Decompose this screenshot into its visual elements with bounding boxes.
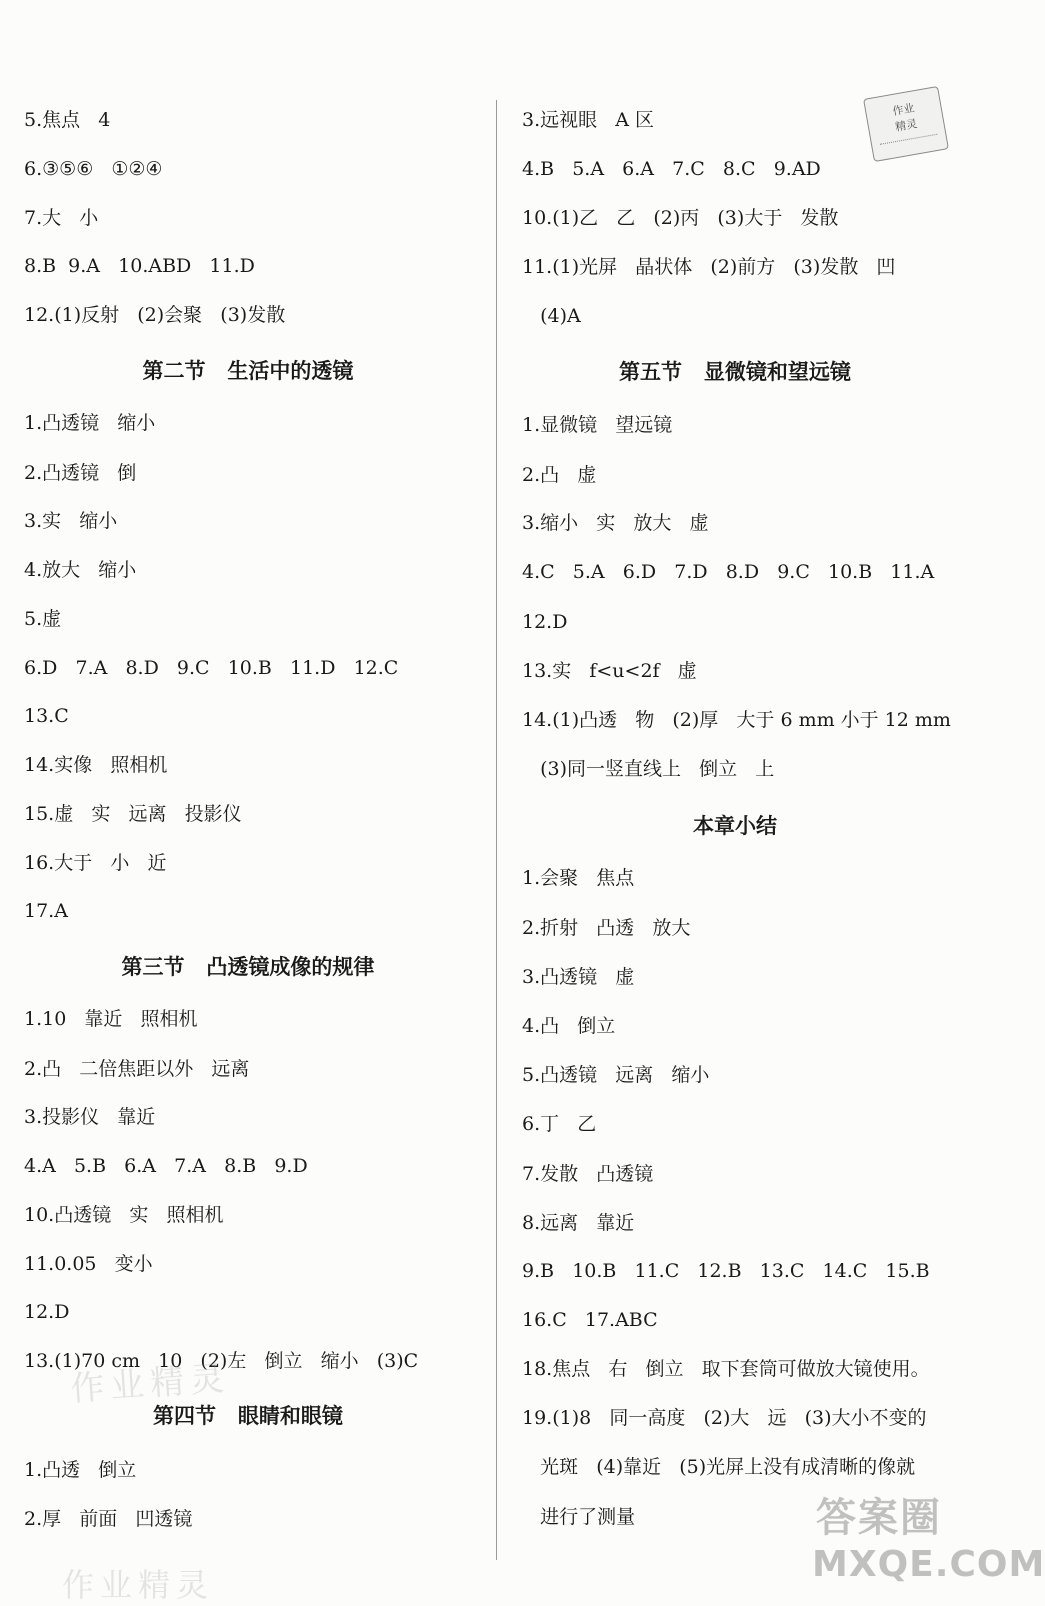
answer-line: 2.厚 前面 凹透镜: [24, 1508, 193, 1530]
watermark-bottom: 作业精灵: [62, 1566, 215, 1604]
answer-line: 4.C 5.A 6.D 7.D 8.D 9.C 10.B 11.A: [522, 561, 935, 583]
answer-line: 3.远视眼 A 区: [522, 109, 655, 131]
answer-line: 14.(1)凸透 物 (2)厚 大于 6 mm 小于 12 mm: [522, 709, 951, 731]
stamp-text-2: 精灵: [894, 117, 919, 134]
answer-line: 14.实像 照相机: [24, 754, 168, 776]
answer-line: 1.显微镜 望远镜: [522, 414, 673, 436]
answer-line: 15.虚 实 远离 投影仪: [24, 803, 242, 825]
answer-line: 10.(1)乙 乙 (2)丙 (3)大于 发散: [522, 207, 839, 229]
answer-line: 1.会聚 焦点: [522, 867, 635, 889]
answer-line: 2.凸 虚: [522, 464, 597, 486]
answer-line: 5.凸透镜 远离 缩小: [522, 1064, 710, 1086]
answer-line: 8.B 9.A 10.ABD 11.D: [24, 255, 255, 277]
answer-line: (4)A: [522, 305, 581, 327]
answer-line: 6.丁 乙: [522, 1113, 597, 1135]
stamp-logo: [863, 86, 949, 162]
answer-line: 11.0.05 变小: [24, 1253, 153, 1275]
answer-line: 1.凸透 倒立: [24, 1459, 137, 1481]
answer-line: 3.实 缩小: [24, 510, 118, 532]
section-heading: 第四节 眼睛和眼镜: [153, 1404, 343, 1428]
section-heading: 第二节 生活中的透镜: [142, 359, 354, 383]
answer-line: 5.焦点 4: [24, 109, 111, 131]
answer-line: 12.D: [24, 1301, 70, 1323]
answer-line: 6.③⑤⑥ ①②④: [24, 158, 163, 180]
answer-line: 2.凸透镜 倒: [24, 462, 137, 484]
answer-line: 8.远离 靠近: [522, 1212, 635, 1234]
section-heading: 本章小结: [693, 814, 777, 838]
answer-line: 6.D 7.A 8.D 9.C 10.B 11.D 12.C: [24, 657, 399, 679]
answer-line: 13.(1)70 cm 10 (2)左 倒立 缩小 (3)C: [24, 1350, 419, 1372]
answer-line: 12.(1)反射 (2)会聚 (3)发散: [24, 304, 286, 326]
answer-line: 11.(1)光屏 晶状体 (2)前方 (3)发散 凹: [522, 256, 896, 278]
logo-badge-text: 答案圈: [816, 1495, 942, 1541]
answer-line: 2.凸 二倍焦距以外 远离: [24, 1058, 250, 1080]
answer-line: 进行了测量: [522, 1506, 636, 1528]
answer-line: 4.放大 缩小: [24, 559, 137, 581]
answer-line: 9.B 10.B 11.C 12.B 13.C 14.C 15.B: [522, 1260, 930, 1282]
answer-line: 1.凸透镜 缩小: [24, 412, 156, 434]
answer-line: 16.C 17.ABC: [522, 1309, 658, 1331]
answer-line: 18.焦点 右 倒立 取下套筒可做放大镜使用。: [522, 1358, 930, 1380]
answer-line: 13.C: [24, 705, 69, 727]
answer-line: 13.实 f<u<2f 虚: [522, 660, 697, 682]
answer-line: 3.凸透镜 虚: [522, 966, 635, 988]
answer-line: 2.折射 凸透 放大: [522, 917, 691, 939]
answer-line: 17.A: [24, 900, 68, 922]
section-heading: 第三节 凸透镜成像的规律: [121, 955, 375, 979]
answer-line: 4.A 5.B 6.A 7.A 8.B 9.D: [24, 1155, 308, 1177]
answer-line: 3.投影仪 靠近: [24, 1106, 156, 1128]
answer-line: 4.凸 倒立: [522, 1015, 616, 1037]
answer-line: 16.大于 小 近: [24, 852, 167, 874]
answer-line: 3.缩小 实 放大 虚: [522, 512, 709, 534]
stamp-text-1: 作业: [891, 101, 916, 119]
answer-line: 4.B 5.A 6.A 7.C 8.C 9.AD: [522, 158, 821, 180]
answer-line: 5.虚: [24, 608, 62, 630]
site-logo-watermark: [812, 1486, 1045, 1598]
answer-line: 7.大 小: [24, 207, 99, 229]
answer-line: 12.D: [522, 611, 568, 633]
column-divider: [496, 100, 497, 1560]
watermark: 作业精灵: [69, 1358, 232, 1410]
answer-line: 光斑 (4)靠近 (5)光屏上没有成清晰的像就: [522, 1456, 916, 1478]
section-heading: 第五节 显微镜和望远镜: [619, 360, 851, 384]
answer-line: 19.(1)8 同一高度 (2)大 远 (3)大小不变的: [522, 1407, 927, 1429]
answer-line: (3)同一竖直线上 倒立 上: [522, 758, 775, 780]
answer-line: 1.10 靠近 照相机: [24, 1008, 198, 1030]
logo-url-text: MXQE.COM: [812, 1544, 1045, 1585]
answer-line: 10.凸透镜 实 照相机: [24, 1204, 224, 1226]
answer-line: 7.发散 凸透镜: [522, 1163, 654, 1185]
